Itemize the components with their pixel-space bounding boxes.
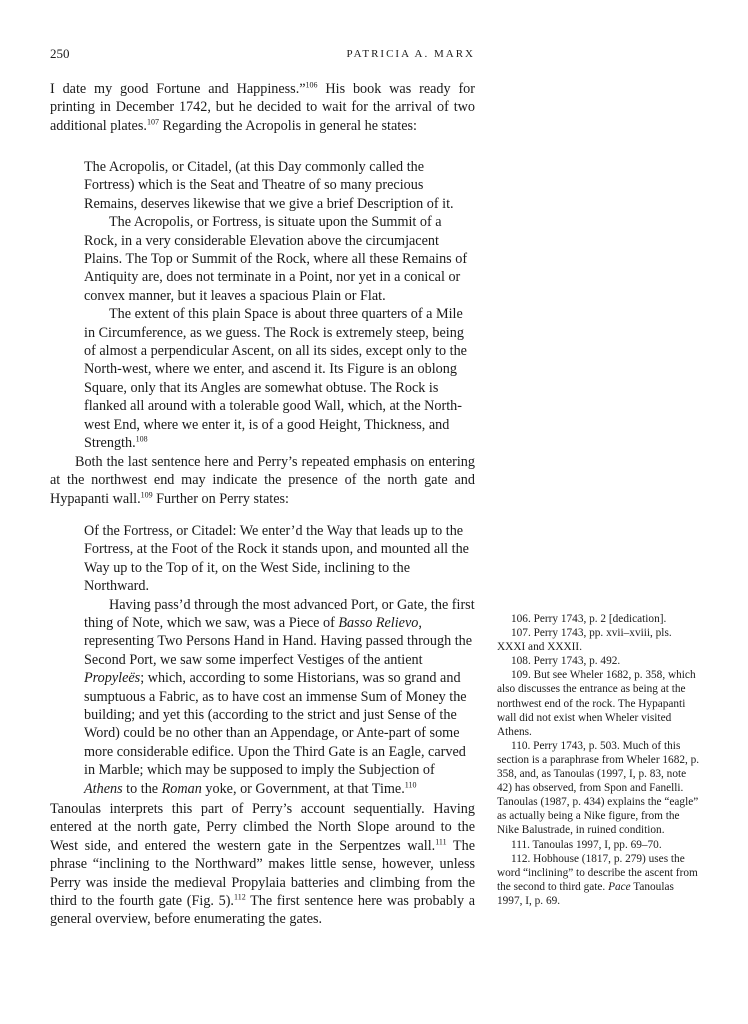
footnote-110: 110. Perry 1743, p. 503. Much of this section is a paraphrase from Wheler 1682, p. 358, and, as Tanoulas (1997, I, p. 83, note 42) has observed, from Spon and Fanelli. Tanoulas (1987, p. 434) explains the “eagle” as actually being a Nike figure, from the Nike Balustrade, in ruined condition. [497,739,700,837]
running-head: PATRICIA A. MARX [346,48,475,60]
block-quote-1 [84,158,475,453]
footnote-ref-111: 111 [435,837,447,847]
footnote-ref-112: 112 [233,892,246,902]
footnote-ref-106: 106 [305,80,318,90]
block-quote-2 [84,522,475,798]
footnote-ref-110: 110 [404,779,417,789]
footnote-106: 106. Perry 1743, p. 2 [dedication]. [511,613,667,625]
quote-2-paragraph-2: Having pass’d through the most advanced Port, or Gate, the first thing of Note, which we saw, was a Piece of Basso Relievo, representing Two Persons Hand in Hand. Having passed through the Second Port, we saw some imperfect Vestiges of the antient Propyleës; which, according to some Historians, was so grand and sumptuous a Fabric, as to have cost an immense Sum of Money the building; and yet this (according to the strict and just Sense of the Word) could be no other than an Appendage, or Ante-part of some more considerable edifice. Upon the Third Gate is an Eagle, carved in Marble; which may be supposed to imply the Subjection of Athens to the Roman yoke, or Government, at that Time.$^{110}$ [84,596,475,797]
footnotes-column [497,612,700,908]
page-number: 250 [50,46,70,61]
footnote-ref-108: 108 [135,434,148,444]
body-paragraph-3: Tanoulas interprets this part of Perry’s account sequentially. Having entered at the north gate, Perry climbed the North Slope around to the West side, and entered the western gate in the Serpentzes wall.$^{111}$ The phrase “inclining to the Northward” makes little sense, however, unless Perry was inside the medieval Propylaia batteries and climbing from the third to the fourth gate (Fig. 5).$^{112}$ The first sentence here was probably a general overview, before enumerating the gates. [50,801,475,928]
footnote-ref-109: 109 [140,490,153,500]
quote-1-paragraph-2: The Acropolis, or Fortress, is situate upon the Summit of a Rock, in a very considerable Elevation above the circumjacent Plains. The Top or Summit of the Rock, where all these Remains of Antiquity are, does not terminate in a Point, nor yet in a conical or convex manner, but it leaves a spacious Plain or Flat. [84,214,468,304]
quote-2-paragraph-1: Of the Fortress, or Citadel: We enter’d the Way that leads up to the Fortress, at the Foot of the Rock it stands upon, and mounted all the Way up to the Top of it, on the West Side, inclining to the Northward. [84,523,469,595]
footnote-ref-107: 107 [146,117,159,127]
body-paragraph-2: Both the last sentence here and Perry’s repeated emphasis on entering at the northwest end may indicate the presence of the north gate and Hypapanti wall.$^{109}$ Further on Perry states: [50,454,475,507]
footnote-109: 109. But see Wheler 1682, p. 358, which also discusses the entrance as being at the northwest end of the rock. The Hypapanti wall did not exist when Wheler visited Athens. [497,669,696,738]
quote-1-paragraph-1: The Acropolis, or Citadel, (at this Day commonly called the Fortress) which is the Seat and Theatre of so many precious Remains, deserves likewise that we give a brief Description of it. [84,159,454,212]
footnote-107: 107. Perry 1743, pp. xvii–xviii, pls. XXXI and XXXII. [497,627,672,654]
footnote-111: 111. Tanoulas 1997, I, pp. 69–70. [511,838,662,851]
footnote-108: 108. Perry 1743, p. 492. [511,655,621,668]
body-paragraph-1: I date my good Fortune and Happiness.”$^{106}$ His book was ready for printing in December 1742, but he decided to wait for the arrival of two additional plates.$^{107}$ Regarding the Acropolis in general he states: [50,80,475,134]
quote-1-paragraph-3: The extent of this plain Space is about three quarters of a Mile in Circumference, as we guess. The Rock is extremely steep, being of almost a perpendicular Ascent, on all its sides, except only to the North-west, where we enter, and ascend it. Its Figure is an oblong Square, only that its Angles are somewhat obtuse. The Rock is flanked all around with a tolerable good Wall, which, at the North-west End, where we enter it, is of a good Height, Thickness, and Strength.$^{108}$ [84,306,467,452]
footnote-112: 112. Hobhouse (1817, p. 279) uses the word “inclining” to describe the ascent from the second to third gate. Pace Tanoulas 1997, I, p. 69. [497,852,698,907]
